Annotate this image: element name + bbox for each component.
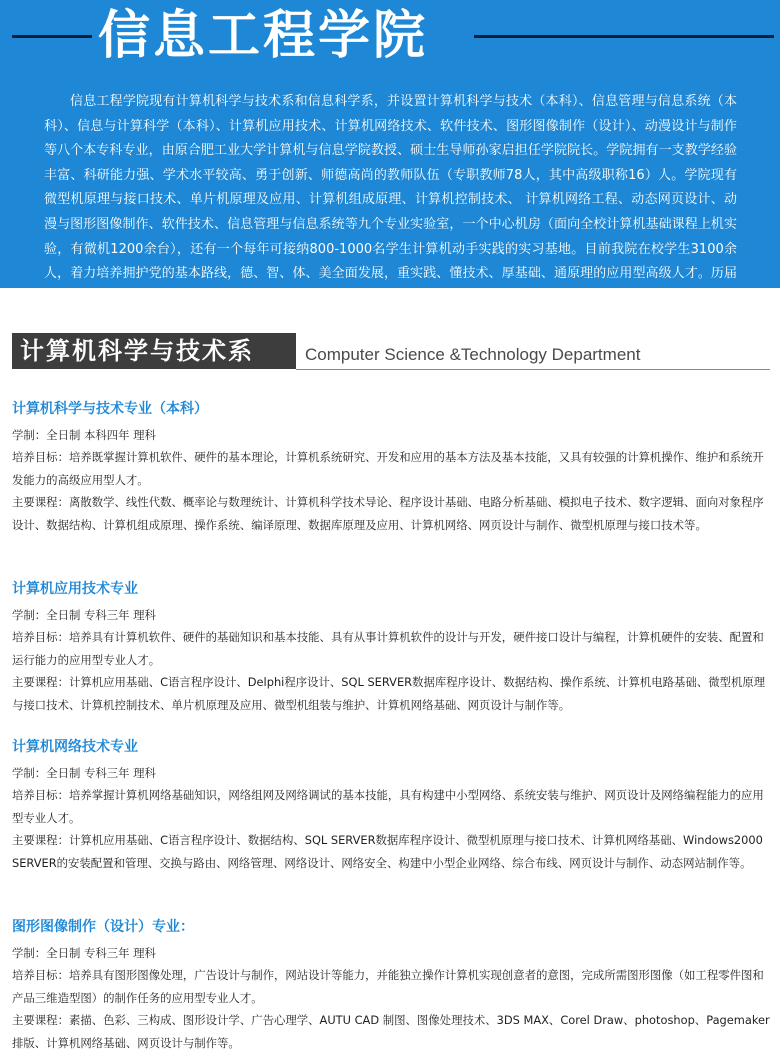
major-goal: 培养目标：培养掌握计算机网络基础知识，网络组网及网络调试的基本技能，具有构建中小型网络、系统安装与维护、网页设计及网络编程能力的应用型专业人才。 [12, 788, 764, 825]
department-divider [296, 369, 770, 370]
major-goal: 培养目标：培养具有计算机软件、硬件的基础知识和基本技能、具有从事计算机软件的设计与开发，硬件接口设计与编程，计算机硬件的安装、配置和运行能力的应用型专业人才。 [12, 630, 764, 667]
major-system: 学制：全日制 专科三年 理科 [12, 608, 156, 622]
department-title-en: Computer Science &Technology Department [305, 345, 641, 364]
major-section [12, 737, 770, 874]
college-intro: 信息工程学院现有计算机科学与技术系和信息科学系，并设置计算机科学与技术（本科）、信息管理与信息系统（本科）、信息与计算科学（本科）、计算机应用技术、计算机网络技术、软件技术、图形图像制作（设计）、动漫设计与制作等八个本专科专业，由原合肥工业大学计算机与信息学院教授、硕士生导师孙家启担任学院院长。学院拥有一支教学经验丰富、科研能力强、学术水平较高、勇于创新、师德高尚的教师队伍（专职教师78人，其中高级职称16）人。学院现有微型机原理与接口技术、单片机原理及应用、计算机组成原理、计算机控制技术、 计算机网络工程、动态网页设计、动漫与图形图像制作、软件技术、信息管理与信息系统等九个专业实验室，一个中心机房（面向全校计算机基础课程上机实验，有微机1200余台），还有一个每年可接纳800-1000名学生计算机动手实践的实习基地。目前我院在校学生3100余人，着力培养拥护党的基本路线，德、智、体、美全面发展，重实践、懂技术、厚基础、通原理的应用型高级人才。历届毕业生就业率为97%以上。 [44, 94, 737, 306]
department-header [12, 333, 770, 375]
major-system: 学制：全日制 专科三年 理科 [12, 946, 156, 960]
title-rule-right [474, 35, 774, 38]
major-goal: 培养目标：培养具有图形图像处理，广告设计与制作，网站设计等能力，并能独立操作计算机实现创意者的意图，完成所需图形图像（如工程零件图和产品三维造型图）的制作任务的应用型专业人才。 [12, 968, 764, 1005]
department-title-cn: 计算机科学与技术系 [20, 337, 254, 365]
major-section [12, 399, 770, 536]
major-goal: 培养目标：培养既掌握计算机软件、硬件的基本理论，计算机系统研究、开发和应用的基本方法及基本技能，又具有较强的计算机操作、维护和系统开发能力的高级应用型人才。 [12, 450, 764, 487]
major-courses: 主要课程：素描、色彩、三构成、图形设计学、广告心理学、AUTU CAD 制图、图像处理技术、3DS MAX、Corel Draw、photoshop、Pagemaker排版、计算机网络基础、网页设计与制作等。 [12, 1013, 770, 1050]
major-title: 计算机科学与技术专业（本科） [12, 401, 208, 417]
title-rule-left [12, 35, 92, 38]
major-system: 学制：全日制 专科三年 理科 [12, 766, 156, 780]
major-courses: 主要课程：离散数学、线性代数、概率论与数理统计、计算机科学技术导论、程序设计基础、电路分析基础、模拟电子技术、数字逻辑、面向对象程序设计、数据结构、计算机组成原理、操作系统、编译原理、数据库原理及应用、计算机网络、网页设计与制作、微型机原理与接口技术等。 [12, 495, 764, 532]
major-system: 学制：全日制 本科四年 理科 [12, 428, 156, 442]
major-section [12, 579, 770, 716]
major-title: 计算机应用技术专业 [12, 581, 138, 597]
major-courses: 主要课程：计算机应用基础、C语言程序设计、Delphi程序设计、SQL SERVER数据库程序设计、数据结构、操作系统、计算机电路基础、微型机原理与接口技术、计算机控制技术、单片机原理及应用、微型机组装与维护、计算机网络基础、网页设计与制作等。 [12, 675, 766, 712]
major-courses: 主要课程：计算机应用基础、C语言程序设计、数据结构、SQL SERVER数据库程序设计、微型机原理与接口技术、计算机网络基础、Windows2000 SERVER的安装配置和管理、交换与路由、网络管理、网络设计、网络安全、构建中小型企业网络、综合布线、网页设计与制作、动态网站制作等。 [12, 833, 763, 870]
college-banner [0, 0, 780, 306]
major-title: 计算机网络技术专业 [12, 739, 138, 755]
college-title: 信息工程学院 [98, 6, 429, 66]
department-title-box [12, 333, 296, 369]
major-title: 图形图像制作（设计）专业： [12, 919, 194, 935]
major-section [12, 917, 770, 1054]
